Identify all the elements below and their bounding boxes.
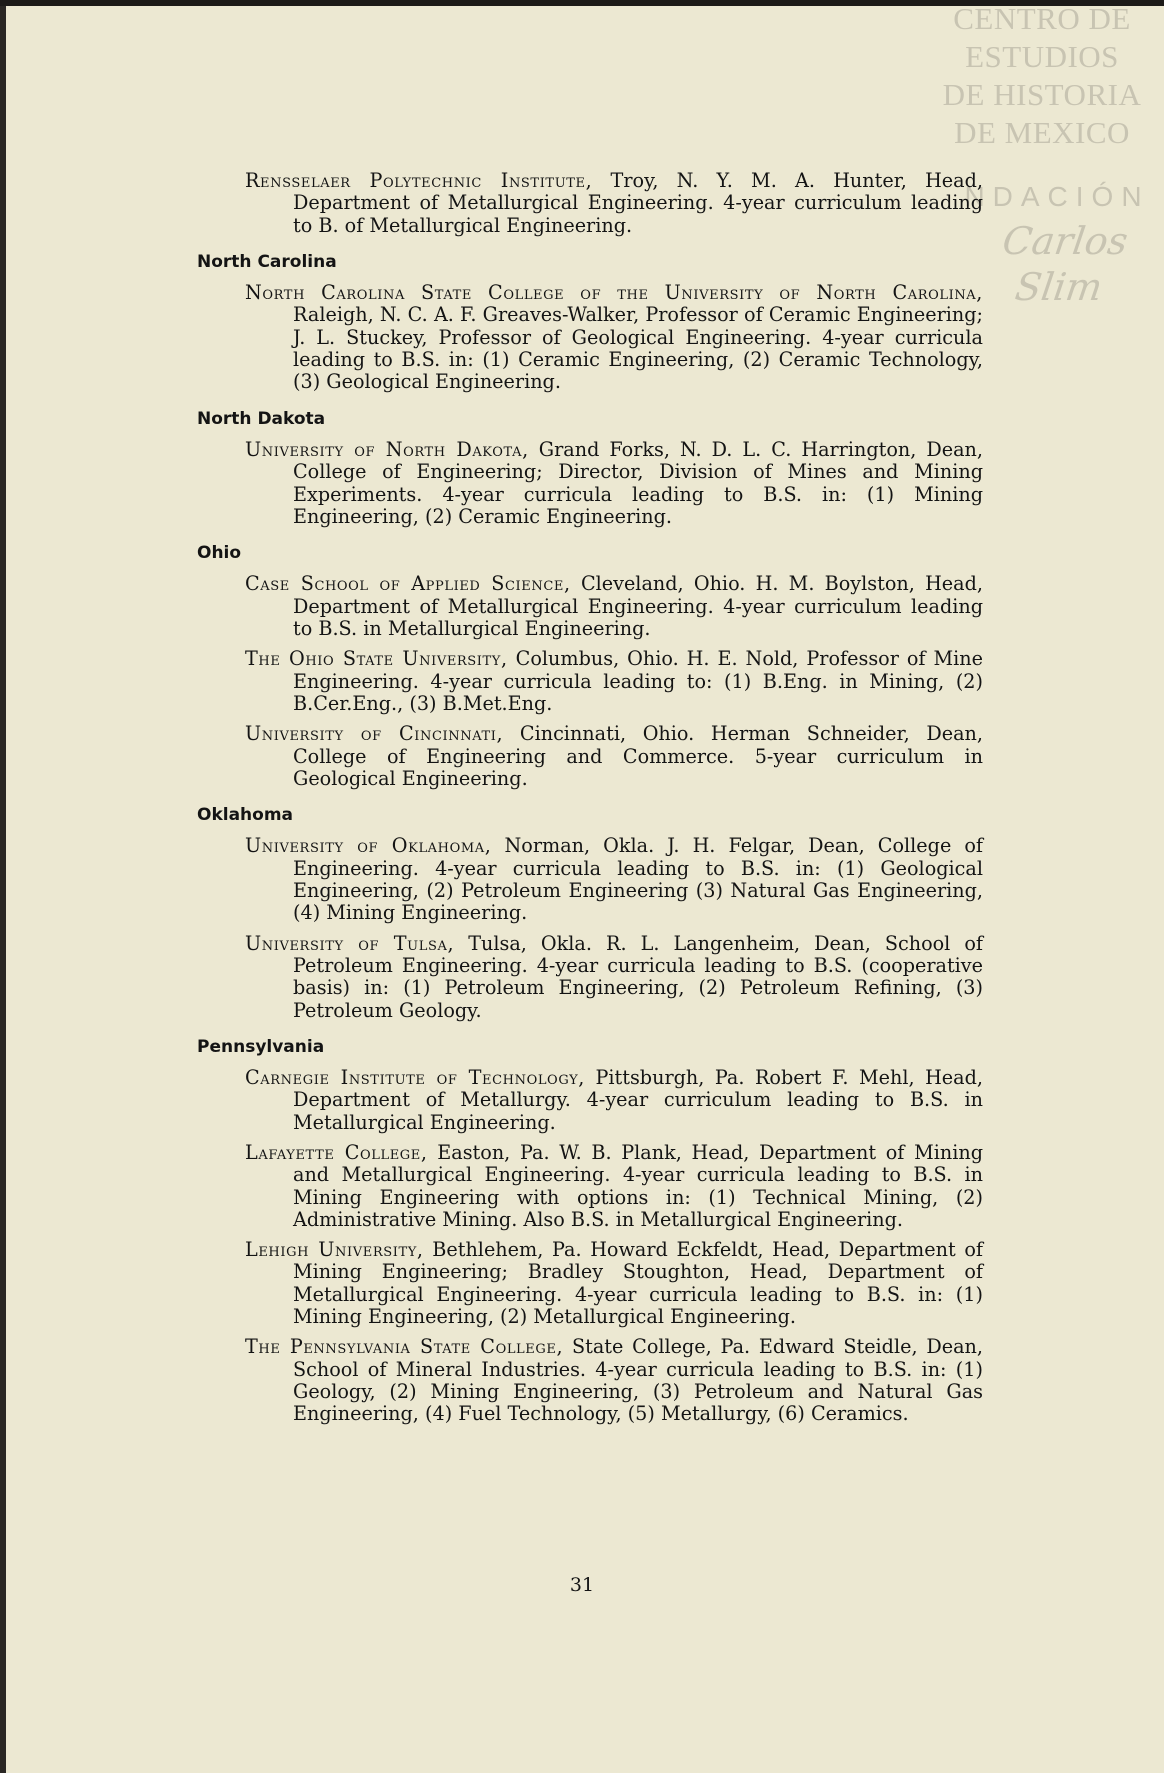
- entry-details: Troy, N. Y. M. A. Hunter, Head, Department of Metallurgical Engineering. 4-year curriculum leading to B. of Metallurgical Engineering.: [293, 169, 983, 237]
- watermark-line: DE MEXICO: [954, 115, 1130, 150]
- entry-details: Cleveland, Ohio. H. M. Boylston, Head, Department of Metallurgical Engineering. 4-year curriculum leading to B.S. in Metallurgical Engineering.: [293, 572, 983, 641]
- entry-details: Bethlehem, Pa. Howard Eckfeldt, Head, Department of Mining Engineering; Bradley Stoughton, Head, Department of Metallurgical Engineering. 4-year curricula leading to B.S. in: (1) Mining Engineering, (2) Metallurgical Engineering.: [293, 1238, 983, 1329]
- institution-name: Rensselaer Polytechnic Institute,: [245, 169, 593, 192]
- state-heading: Ohio: [197, 543, 242, 564]
- directory-entry: [245, 1336, 983, 1425]
- directory-entry: [245, 573, 983, 640]
- watermark-signature: Carlos Slim: [999, 219, 1131, 309]
- directory-entry: [245, 648, 983, 715]
- state-heading: Pennsylvania: [197, 1036, 325, 1057]
- state-heading: North Carolina: [197, 251, 337, 272]
- entry-details: State College, Pa. Edward Steidle, Dean, School of Mineral Industries. 4-year curricula leading to B.S. in: (1) Geology, (2) Mining Engineering, (3) Petroleum and Natural Gas Engineering, (4) Fuel Technology, (5) Metallurgy, (6) Ceramics.: [293, 1335, 983, 1426]
- watermark-line: CENTRO DE: [953, 1, 1131, 36]
- directory-content: [197, 170, 983, 1434]
- institution-name: The Ohio State University,: [245, 647, 508, 671]
- entry-details: Tulsa, Okla. R. L. Langenheim, Dean, School of Petroleum Engineering. 4-year curricula leading to B.S. (cooperative basis) in: (1) Petroleum Engineering, (2) Petroleum Refining, (3) Petroleum Geology.: [293, 931, 984, 1022]
- entry-details: Norman, Okla. J. H. Felgar, Dean, College of Engineering. 4-year curricula leading to B.S. in: (1) Geological Engineering, (2) Petroleum Engineering (3) Natural Gas Engineering, (4) Mining Engineering.: [293, 834, 983, 925]
- institution-name: Lafayette College,: [245, 1140, 428, 1164]
- entry-details: Grand Forks, N. D. L. C. Harrington, Dean, College of Engineering; Director, Division of Mines and Mining Experiments. 4-year curricula leading to B.S. in: (1) Mining Engineering, (2) Ceramic Engineering.: [293, 437, 983, 528]
- section-oklahoma: [197, 804, 983, 1022]
- watermark-line: DE HISTORIA: [942, 77, 1142, 112]
- institution-name: University of Oklahoma,: [245, 834, 492, 858]
- section-continued: [197, 170, 983, 237]
- directory-entry: [245, 1067, 983, 1134]
- directory-entry: [245, 439, 983, 528]
- directory-entry: [245, 1142, 983, 1231]
- directory-entry: [245, 1239, 983, 1328]
- entry-details: Pittsburgh, Pa. Robert F. Mehl, Head, Department of Metallurgy. 4-year curriculum leading to B.S. in Metallurgical Engineering.: [293, 1066, 983, 1134]
- institution-name: University of North Dakota,: [245, 437, 529, 461]
- page-number: 31: [569, 1574, 595, 1596]
- institution-name: University of Tulsa,: [245, 931, 455, 955]
- entry-details: Cincinnati, Ohio. Herman Schneider, Dean, College of Engineering and Commerce. 5-year curriculum in Geological Engineering.: [293, 722, 983, 790]
- institution-name: Case School of Applied Science,: [245, 572, 571, 596]
- entry-details: Columbus, Ohio. H. E. Nold, Professor of Mine Engineering. 4-year curricula leading to: (1) B.Eng. in Mining, (2) B.Cer.Eng., (3) B.Met.Eng.: [293, 647, 983, 715]
- section-north-carolina: [197, 251, 983, 394]
- section-pennsylvania: [197, 1036, 983, 1426]
- state-heading: Oklahoma: [197, 805, 294, 826]
- directory-entry: [245, 933, 983, 1022]
- institution-name: Lehigh University,: [245, 1238, 424, 1262]
- watermark-foundation: NDACIÓN: [964, 181, 1150, 212]
- state-heading: North Dakota: [197, 408, 326, 429]
- institution-name: The Pennsylvania State College,: [245, 1335, 564, 1359]
- section-ohio: [197, 542, 983, 790]
- institution-name: North Carolina State College of the University of North Carolina,: [245, 281, 983, 305]
- directory-entry: [245, 723, 983, 790]
- directory-entry: [245, 835, 983, 924]
- watermark-line: ESTUDIOS: [965, 39, 1119, 74]
- entry-details: Raleigh, N. C. A. F. Greaves-Walker, Professor of Ceramic Engineering; J. L. Stuckey, Professor of Geological Engineering. 4-year curricula leading to B.S. in: (1) Ceramic Engineering, (2) Ceramic Technology, (3) Geological Engineering.: [293, 303, 983, 394]
- institution-name: University of Cincinnati,: [245, 722, 504, 746]
- directory-entry: [245, 282, 983, 393]
- section-north-dakota: [197, 408, 983, 528]
- entry-details: Easton, Pa. W. B. Plank, Head, Department of Mining and Metallurgical Engineering. 4-year curricula leading to B.S. in Mining Engineering with options in: (1) Technical Mining, (2) Administrative Mining. Also B.S. in Metallurgical Engineering.: [293, 1140, 983, 1231]
- institution-name: Carnegie Institute of Technology,: [245, 1066, 585, 1090]
- directory-entry: [245, 170, 983, 237]
